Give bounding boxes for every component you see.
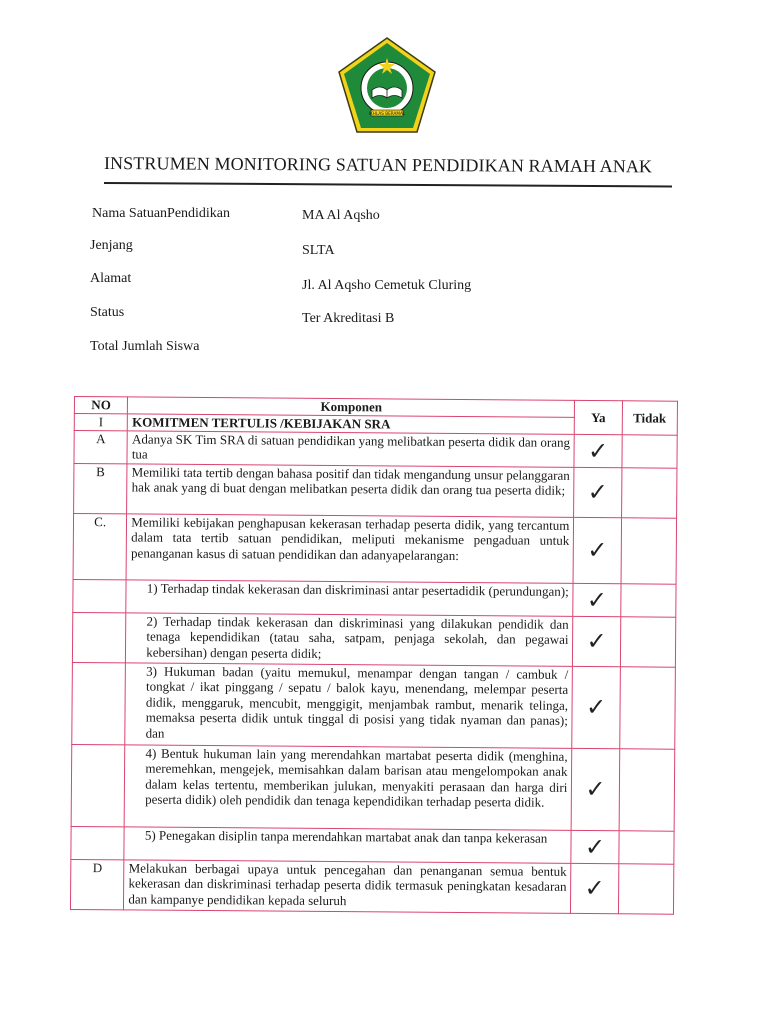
- ya-cell: [572, 666, 620, 748]
- ya-cell: [571, 863, 619, 913]
- tidak-cell: [621, 467, 677, 517]
- ya-cell: [574, 434, 621, 467]
- tidak-cell: [621, 517, 677, 583]
- alamat-value: Jl. Al Aqsho Cemetuk Cluring: [302, 278, 472, 293]
- tidak-cell: [620, 616, 676, 666]
- check-icon: ✓: [584, 832, 606, 861]
- check-icon: ✓: [585, 693, 607, 722]
- table-row: [73, 513, 676, 584]
- row-number: [73, 579, 127, 612]
- row-number: D: [70, 859, 124, 909]
- ya-cell: [573, 517, 621, 583]
- table-row: [71, 826, 674, 864]
- check-icon: ✓: [587, 536, 608, 565]
- table-row: [70, 859, 673, 914]
- row-number: B: [74, 463, 128, 513]
- row-number: A: [74, 430, 128, 463]
- tidak-cell: [619, 748, 675, 830]
- ya-cell: [573, 583, 620, 616]
- kemenag-logo: [336, 36, 438, 136]
- total-siswa-label: Total Jumlah Siswa: [90, 339, 200, 354]
- check-icon: ✓: [586, 627, 607, 656]
- section-title: KOMITMEN TERTULIS /KEBIJAKAN SRA: [128, 414, 575, 434]
- tidak-cell: [619, 666, 675, 748]
- check-icon: ✓: [585, 775, 606, 804]
- nama-value: MA Al Aqsho: [302, 208, 380, 223]
- table-row: [74, 430, 677, 468]
- jenjang-value: SLTA: [302, 243, 335, 258]
- row-text: Memiliki tata tertib dengan bahasa positif dan tidak mengandung unsur pelanggaran hak anak yang di buat dengan melibatkan peserta didik dan orang tua peserta didik;: [127, 463, 574, 517]
- row-text: 2) Terhadap tindak kekerasan dan diskriminasi yang dilakukan pendidik dan tenaga kependidikan (tatau saha, satpam, penjaga sekolah, dan pegawai kebersihan) dengan peserta didik;: [126, 612, 573, 666]
- header-tidak: Tidak: [622, 401, 678, 435]
- check-icon: ✓: [587, 478, 608, 507]
- ya-cell: [574, 467, 622, 517]
- monitoring-table: [70, 396, 678, 914]
- tidak-cell: [618, 863, 674, 913]
- table-row: [72, 662, 676, 749]
- tidak-cell: [618, 830, 674, 863]
- section-number: I: [74, 414, 127, 431]
- row-number: [71, 744, 125, 826]
- ya-cell: [571, 830, 618, 863]
- row-number: [72, 662, 126, 744]
- table-row: [72, 612, 675, 667]
- table-row: [74, 463, 677, 518]
- table-row: [73, 579, 676, 617]
- row-text: 5) Penegakan disiplin tanpa merendahkan martabat anak dan tanpa kekerasan: [124, 826, 571, 863]
- ya-cell: [573, 616, 621, 666]
- row-text: Memiliki kebijakan penghapusan kekerasan terhadap peserta didik, yang tercantum dalam tata tertib satuan pendidikan, meliputi mekanisme pengaduan untuk penanganan kasus di satuan pendidikan dan adanyapelarangan:: [126, 513, 574, 583]
- row-number: [71, 826, 125, 859]
- row-number: C.: [73, 513, 127, 579]
- check-icon: ✓: [584, 874, 605, 903]
- row-text: 4) Bentuk hukuman lain yang merendahkan martabat peserta didik (menghina, meremehkan, mengejek, memisahkan dalam barisan atau mengelompokan anak dalam kelas tertentu, memberikan julukan, menyakiti perasaan dan harga diri peserta didik) oleh pendidik dan tenaga kependidikan terhadap peserta didik.: [124, 744, 572, 830]
- alamat-label: Alamat: [90, 271, 132, 286]
- title-divider: [104, 182, 672, 187]
- check-icon: ✓: [586, 585, 608, 614]
- tidak-cell: [620, 583, 676, 616]
- row-text: 3) Hukuman badan (yaitu memukul, menampar dengan tangan / cambuk / tongkat / ikat pinggang / sepatu / balok kayu, menendang, melempar peserta didik, menggaruk, mencubit, menggigit, menjambak rambut, menarik telinga, memaksa peserta didik untuk tinggal di posisi yang tidak nyaman dan panas); dan: [125, 662, 573, 748]
- jenjang-label: Jenjang: [90, 238, 133, 253]
- document-title: INSTRUMEN MONITORING SATUAN PENDIDIKAN RAMAH ANAK: [103, 153, 653, 177]
- nama-label: Nama SatuanPendidikan: [92, 206, 231, 221]
- row-text: Melakukan berbagai upaya untuk pencegahan dan penanganan semua bentuk kekerasan dan diskriminasi terhadap peserta didik termasuk peningkatan kesadaran dan kampanye pendidikan kepada seluruh: [124, 859, 571, 913]
- table-row: [71, 744, 675, 831]
- header-no: NO: [74, 397, 127, 414]
- row-text: 1) Terhadap tindak kekerasan dan diskriminasi antar pesertadidik (perundungan);: [126, 579, 573, 616]
- logo-motto: IKHLAS BERAMAL: [368, 111, 406, 116]
- header-komponen: Komponen: [128, 397, 575, 418]
- status-label: Status: [90, 305, 125, 320]
- tidak-cell: [622, 434, 678, 467]
- row-number: [72, 612, 126, 662]
- check-icon: ✓: [587, 436, 609, 465]
- row-text: Adanya SK Tim SRA di satuan pendidikan yang melibatkan peserta didik dan orang tua: [127, 430, 574, 467]
- header-ya: Ya: [575, 400, 622, 434]
- status-value: Ter Akreditasi B: [302, 311, 395, 326]
- ya-cell: [572, 748, 620, 830]
